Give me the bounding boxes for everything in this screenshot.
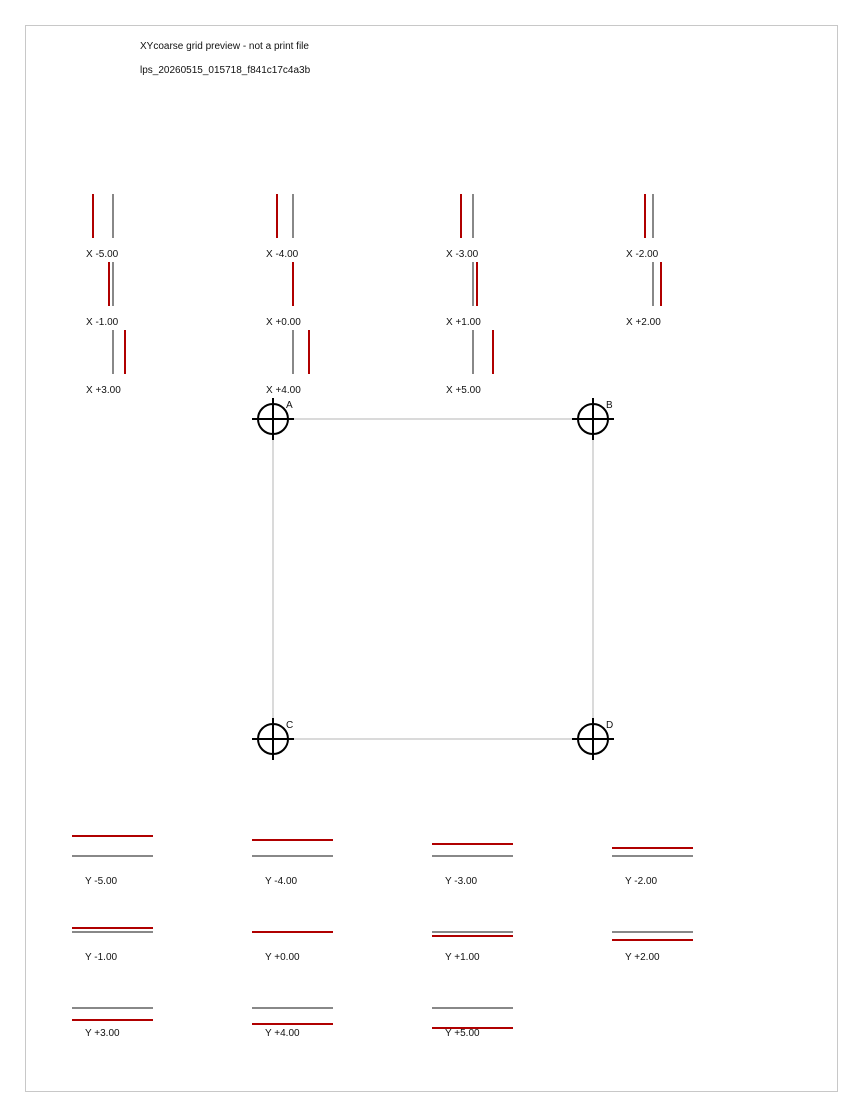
y-test-label: Y -5.00	[85, 876, 118, 887]
x-test-label: X +3.00	[86, 385, 121, 396]
x-test-label: X -4.00	[266, 249, 299, 260]
job-id: lps_20260515_015718_f841c17c4a3b	[140, 65, 311, 76]
y-test-label: Y -1.00	[85, 952, 118, 963]
x-test-label: X +1.00	[446, 317, 481, 328]
y-test-label: Y +3.00	[85, 1028, 120, 1039]
x-test-label: X -5.00	[86, 249, 119, 260]
y-test-label: Y +0.00	[265, 952, 300, 963]
y-test-label: Y -2.00	[625, 876, 658, 887]
preview-title: XYcoarse grid preview - not a print file	[140, 41, 309, 52]
x-test-label: X +0.00	[266, 317, 301, 328]
y-test-label: Y +5.00	[445, 1028, 480, 1039]
registration-mark-label: A	[286, 400, 293, 411]
x-test-label: X -3.00	[446, 249, 479, 260]
x-test-label: X +4.00	[266, 385, 301, 396]
y-test-label: Y +4.00	[265, 1028, 300, 1039]
x-test-label: X +5.00	[446, 385, 481, 396]
y-test-label: Y -3.00	[445, 876, 478, 887]
registration-mark-label: D	[606, 720, 614, 731]
alignment-frame	[273, 419, 593, 739]
y-test-label: Y +2.00	[625, 952, 660, 963]
y-test-label: Y +1.00	[445, 952, 480, 963]
y-test-label: Y -4.00	[265, 876, 298, 887]
x-test-label: X -2.00	[626, 249, 659, 260]
registration-mark-label: C	[286, 720, 294, 731]
x-test-label: X -1.00	[86, 317, 119, 328]
x-test-label: X +2.00	[626, 317, 661, 328]
registration-mark-label: B	[606, 400, 613, 411]
